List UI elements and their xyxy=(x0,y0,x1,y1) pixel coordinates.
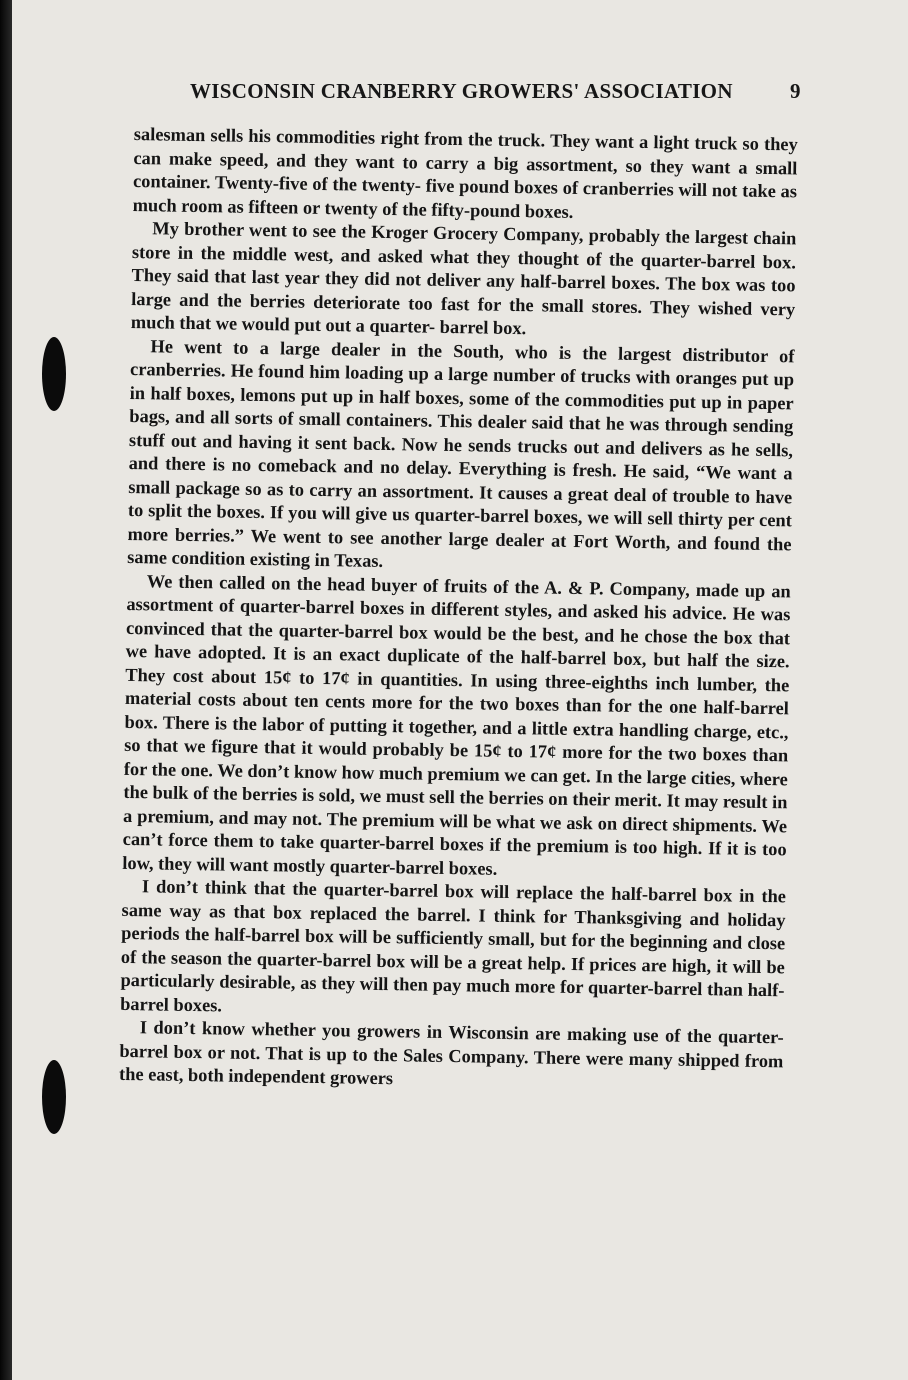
punch-hole xyxy=(42,1060,66,1134)
punch-hole xyxy=(42,337,66,411)
paragraph: He went to a large dealer in the South, who is the largest distributor of cranberries. He found him loading up a large number of trucks with oranges put up in half boxes, lemons put up in half boxes, some of the commodities put up in paper bags, and all sorts of small containers. This dealer said that he was through sending stuff out and having it sent back. Now he sends trucks out and delivers as he sells, and there is no comeback and no delay. Everything is fresh. He said, “We want a small package so as to carry an assortment. It causes a great deal of trouble to have to split the boxes. If you will give us quarter-barrel boxes, we will sell thirty per cent more berries.” We went to see another large dealer at Fort Worth, and found the same condition existing in Texas. xyxy=(127,335,795,571)
paragraph: I don’t know whether you growers in Wisconsin are making use of the quarter-barrel box or not. That is up to the Sales Company. There were many shipped from the east, both independent growers xyxy=(118,1017,784,1089)
paragraph: I don’t think that the quarter-barrel box will replace the half-barrel box in the same way as that box replaced the barrel. I think for Thanksgiving and holiday periods the half-barrel box will be sufficiently small, but for the beginning and close of the season the quarter-barrel box will be a great help. If prices are high, it will be particularly desirable, as they will then pay much more for quarter-barrel than half-barrel boxes. xyxy=(120,876,787,1015)
body-text xyxy=(119,123,798,1097)
paragraph: salesman sells his commodities right from the truck. They want a light truck so they can make speed, and they want to carry a big assortment, so they want a small container. Twenty-five of the twenty- five pound boxes of cranberries will not take as much room as fifteen or twenty of the fifty-pound boxes. xyxy=(132,123,798,222)
paragraph: We then called on the head buyer of fruits of the A. & P. Company, made up an assortment of quarter-barrel boxes in different styles, and asked his advice. He was convinced that the quarter-barrel box would be the best, and he chose the box that we have adopted. It is an exact duplicate of the half-barrel box, but half the size. They cost about 15¢ to 17¢ in quantities. In using three-eighths inch lumber, the material costs about ten cents more for the two boxes than for the one half-barrel box. There is the labor of putting it together, and a little extra handling charge, etc., so that we figure that it would probably be 15¢ to 17¢ more for the two boxes than for the one. We don’t know how much premium we can get. In the large cities, where the bulk of the berries is sold, we must sell the berries on their merit. It may result in a premium, and may not. The premium will be what we ask on direct shipments. We can’t force them to take quarter-barrel boxes if the premium is too high. If it is too low, they will want mostly quarter-barrel boxes. xyxy=(122,570,791,879)
document-page xyxy=(12,0,908,1380)
page-number: 9 xyxy=(790,79,801,103)
header-title: WISCONSIN CRANBERRY GROWERS' ASSOCIATION xyxy=(190,79,733,103)
page-gutter-shadow xyxy=(0,0,12,1380)
paragraph: My brother went to see the Kroger Grocery Company, probably the largest chain store in the middle west, and asked what they thought of the quarter-barrel box. They said that last year they did not deliver any half-barrel boxes. The box was too large and the berries deteriorate too fast for the small stores. They wished very much that we would put out a quarter- barrel box. xyxy=(130,218,797,339)
running-header xyxy=(12,79,908,109)
